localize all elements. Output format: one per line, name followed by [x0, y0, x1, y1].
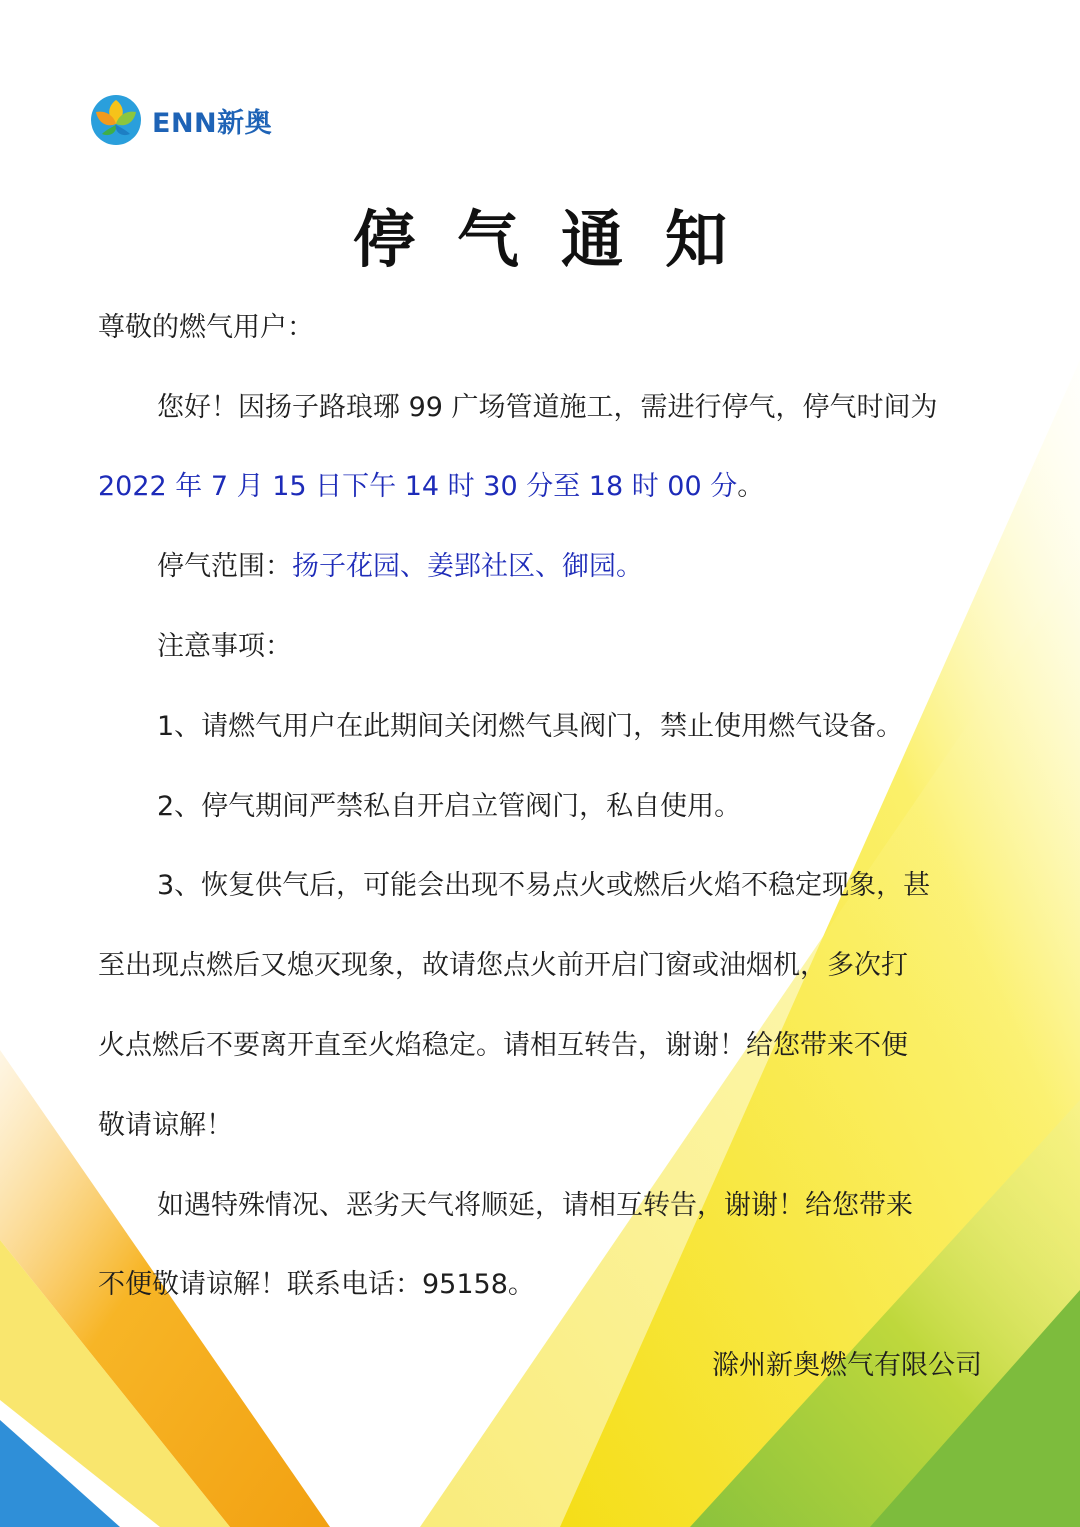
- outage-time: [98, 467, 982, 507]
- outage-time-range: 2022 年 7 月 15 日下午 14 时 30 分至 18 时 00 分: [98, 471, 738, 502]
- scope-value: 扬子花园、姜郢社区、御园。: [292, 551, 643, 582]
- enn-logo: [90, 92, 272, 148]
- note-item: 3、恢复供气后，可能会出现不易点火或燃后火焰不稳定现象，甚: [157, 870, 931, 901]
- extra-note-continued: 不便敬请谅解！联系电话：95158。: [98, 1269, 535, 1300]
- notes-heading: 注意事项：: [157, 631, 292, 662]
- note-item: 1、请燃气用户在此期间关闭燃气具阀门，禁止使用燃气设备。: [157, 711, 904, 742]
- notice-title: 停气通知: [352, 203, 769, 276]
- signature: 滁州新奥燃气有限公司: [712, 1350, 982, 1381]
- note-item-continued: 至出现点燃后又熄灭现象，故请您点火前开启门窗或油烟机，多次打: [98, 950, 908, 981]
- note-item: 2、停气期间严禁私自开启立管阀门，私自使用。: [157, 791, 742, 822]
- scope-label: 停气范围：: [157, 551, 292, 582]
- outage-time-end: 。: [737, 471, 765, 502]
- logo-text: ENN新奥: [152, 107, 273, 139]
- salutation: 尊敬的燃气用户：: [98, 312, 314, 343]
- outage-scope: [98, 547, 1041, 587]
- intro-line: 您好！因扬子路琅琊 99 广场管道施工，需进行停气，停气时间为: [157, 392, 938, 423]
- note-item-continued: 火点燃后不要离开直至火焰稳定。请相互转告，谢谢！给您带来不便: [98, 1030, 908, 1061]
- note-item-continued: 敬请谅解！: [98, 1110, 233, 1141]
- enn-flower-icon: [90, 94, 142, 146]
- extra-note: 如遇特殊情况、恶劣天气将顺延，请相互转告，谢谢！给您带来: [157, 1190, 913, 1221]
